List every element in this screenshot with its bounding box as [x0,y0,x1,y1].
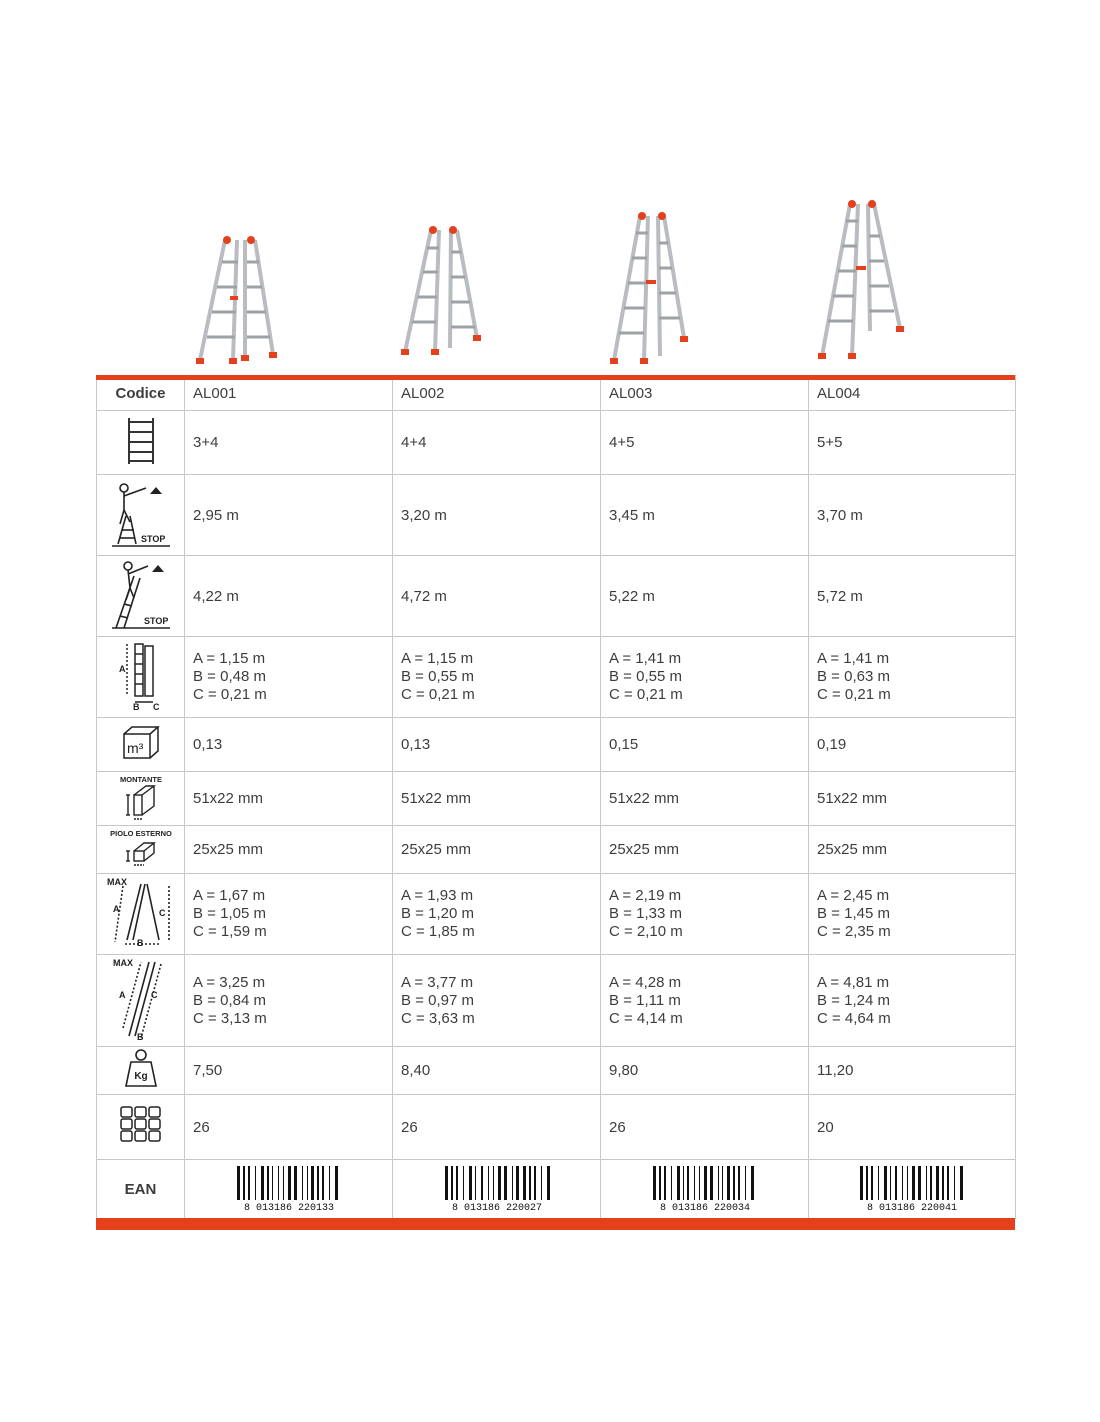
dim-line: A = 2,45 m [817,887,890,904]
dim-line: A = 1,15 m [401,650,474,667]
barcode-bar [878,1166,879,1200]
pallet-cell: 26 [601,1095,809,1160]
dim-line: B = 0,97 m [401,991,474,1009]
svg-text:MAX: MAX [106,877,127,887]
dim-line: A = 4,81 m [817,973,890,991]
ladder-image-al001 [185,232,285,372]
barcode-bar [283,1166,284,1200]
barcode-bar [751,1166,754,1200]
dim-line: B = 1,33 m [609,905,682,922]
barcode-bar [733,1166,735,1200]
barcode-bar [451,1166,453,1200]
dim-line: A = 3,77 m [401,973,474,991]
dim-line: C = 2,10 m [609,923,683,940]
table-row-pallet [97,1095,1016,1160]
barcode-bar [884,1166,887,1200]
dim-line: B = 0,55 m [609,668,682,685]
barcode-bar [745,1166,746,1200]
spec-table [96,375,1016,1219]
barcode-bar [860,1166,863,1200]
svg-text:A: A [118,989,125,1000]
dim-line: C = 1,59 m [193,923,267,940]
extension-max-dimensions-icon [111,956,171,1042]
barcode-bar [311,1166,314,1200]
barcode-bar [288,1166,291,1200]
barcode-bar [926,1166,927,1200]
dim-line: C = 1,85 m [401,923,475,940]
dim-line: A = 1,41 m [817,650,890,667]
barcode-bar [322,1166,324,1200]
rung-cell: 25x25 mm [809,826,1016,874]
dim-line: B = 1,24 m [817,991,890,1009]
work-height-cell: 2,95 m [185,475,393,556]
table-row-work-height-extension [97,556,1016,637]
work-height-cell: 3,20 m [393,475,601,556]
table-row-weight [97,1047,1016,1095]
barcode-bar [954,1166,955,1200]
dim-line: A = 1,41 m [609,650,682,667]
barcode-bar [718,1166,719,1200]
barcode-bar [664,1166,666,1200]
barcode-image [852,1164,972,1214]
barcode-bar [947,1166,949,1200]
barcode-bar [529,1166,531,1200]
barcode-bar [659,1166,661,1200]
dim-line: A = 4,28 m [609,973,682,991]
barcode-bar [272,1166,273,1200]
svg-text:C: C [150,989,157,1000]
barcode-bar [335,1166,338,1200]
table-row-code [97,376,1016,411]
dim-line: C = 2,35 m [817,923,891,940]
barcode-bar [687,1166,689,1200]
barcode-bar [294,1166,297,1200]
barcode-bar [302,1166,303,1200]
rail-section-icon [106,773,176,821]
barcode-bar [261,1166,264,1200]
barcode-bar [936,1166,939,1200]
barcode-bar [243,1166,245,1200]
ladder-image-al004 [808,196,908,366]
dim-line: A = 3,25 m [193,973,266,991]
code-cell: AL002 [393,376,601,411]
barcode-bar [541,1166,542,1200]
dim-line: B = 0,84 m [193,991,266,1009]
rung-cell: 25x25 mm [393,826,601,874]
ean-header: EAN [97,1160,185,1219]
barcode-bar [890,1166,891,1200]
rung-cell: 25x25 mm [185,826,393,874]
barcode-image [645,1164,765,1214]
svg-text:Kg: Kg [133,1070,148,1082]
barcode-bar [469,1166,472,1200]
pallet-cell: 26 [185,1095,393,1160]
svg-text:C: C [152,702,159,710]
steps-cell: 5+5 [809,411,1016,475]
ladder-image-al003 [602,208,697,368]
dim-line: A = 1,15 m [193,650,266,667]
barcode-bar [278,1166,279,1200]
pallet-quantity-icon [119,1105,163,1145]
barcode-bar [902,1166,903,1200]
svg-text:8 013186 220027: 8 013186 220027 [451,1203,542,1214]
ladder-rungs-icon [124,416,158,466]
code-cell: AL004 [809,376,1016,411]
svg-text:B: B [132,702,139,710]
table-row-rail [97,772,1016,826]
svg-text:8 013186 220133: 8 013186 220133 [243,1203,334,1214]
dim-line: C = 0,21 m [817,686,891,703]
barcode-bar [710,1166,713,1200]
work-height-cell: 5,22 m [601,556,809,637]
product-images [0,0,1100,372]
rung-cell: 25x25 mm [601,826,809,874]
dim-line: C = 3,63 m [401,1009,475,1027]
steps-cell: 4+5 [601,411,809,475]
barcode-bar [653,1166,656,1200]
work-height-cell: 4,72 m [393,556,601,637]
barcode-bar [516,1166,519,1200]
barcode-bar [722,1166,723,1200]
barcode-bar [907,1166,908,1200]
barcode-bar [512,1166,513,1200]
barcode-bar [329,1166,330,1200]
weight-cell: 8,40 [393,1047,601,1095]
barcode-bar [445,1166,448,1200]
svg-text:8 013186 220034: 8 013186 220034 [659,1203,750,1214]
dim-line: C = 4,14 m [609,1009,683,1027]
barcode-bar [317,1166,319,1200]
barcode-bar [481,1166,483,1200]
weight-cell: 7,50 [185,1047,393,1095]
barcode-bar [463,1166,464,1200]
weight-kg-icon [123,1048,159,1090]
top-accent-bar [96,375,1015,380]
barcode-bar [912,1166,915,1200]
barcode-bar [493,1166,494,1200]
barcode-bar [895,1166,897,1200]
barcode-bar [942,1166,944,1200]
table-row-rung [97,826,1016,874]
barcode-bar [930,1166,932,1200]
barcode-bar [307,1166,308,1200]
barcode-bar [727,1166,730,1200]
dim-line: A = 1,93 m [401,887,474,904]
svg-text:8 013186 220041: 8 013186 220041 [866,1203,958,1214]
steps-cell: 3+4 [185,411,393,475]
barcode-bar [488,1166,489,1200]
svg-text:A: A [118,664,125,674]
table-row-volume [97,718,1016,772]
barcode-bar [694,1166,695,1200]
work-height-stepladder-icon [110,478,172,548]
dim-line: C = 0,21 m [193,686,267,703]
svg-text:C: C [158,908,165,918]
dim-line: B = 0,55 m [401,668,474,685]
barcode-bar [960,1166,963,1200]
rail-cell: 51x22 mm [601,772,809,826]
work-height-cell: 3,70 m [809,475,1016,556]
barcode-bar [699,1166,700,1200]
barcode-bar [671,1166,672,1200]
svg-text:MAX: MAX [112,957,133,968]
barcode-bar [534,1166,536,1200]
steps-cell: 4+4 [393,411,601,475]
dim-line: A = 2,19 m [609,887,682,904]
volume-cell: 0,13 [393,718,601,772]
dim-line: C = 4,64 m [817,1009,891,1027]
barcode-bar [547,1166,550,1200]
barcode-bar [504,1166,507,1200]
barcode-bar [871,1166,873,1200]
barcode-image [229,1164,349,1214]
barcode-bar [248,1166,250,1200]
dim-line: B = 1,45 m [817,905,890,922]
barcode-image [437,1164,557,1214]
closed-dimensions-icon [113,640,169,710]
pallet-cell: 20 [809,1095,1016,1160]
work-height-extension-icon [110,558,172,630]
dim-line: C = 0,21 m [609,686,683,703]
dim-line: C = 3,13 m [193,1009,267,1027]
barcode-bar [523,1166,526,1200]
svg-text:MONTANTE: MONTANTE [119,774,162,784]
table-row-ean [97,1160,1016,1219]
barcode-bar [267,1166,269,1200]
barcode-bar [918,1166,921,1200]
svg-text:STOP: STOP [143,616,168,626]
dim-line: B = 1,05 m [193,905,266,922]
bottom-accent-bar [96,1218,1015,1230]
svg-text:B: B [136,938,143,948]
work-height-cell: 5,72 m [809,556,1016,637]
code-cell: AL003 [601,376,809,411]
ladder-image-al002 [395,222,490,362]
volume-m3-icon [120,724,162,762]
work-height-cell: 4,22 m [185,556,393,637]
barcode-bar [255,1166,256,1200]
rung-section-icon [104,827,178,869]
svg-text:m³: m³ [126,739,143,756]
table-row-work-height-stepladder [97,475,1016,556]
dim-line: A = 1,67 m [193,887,266,904]
rail-cell: 51x22 mm [809,772,1016,826]
dim-line: B = 0,63 m [817,668,890,685]
barcode-bar [866,1166,868,1200]
table-row-max-extension [97,955,1016,1047]
svg-text:B: B [136,1031,143,1042]
barcode-bar [237,1166,240,1200]
rail-cell: 51x22 mm [393,772,601,826]
volume-cell: 0,15 [601,718,809,772]
barcode-bar [677,1166,680,1200]
work-height-cell: 3,45 m [601,475,809,556]
weight-cell: 11,20 [809,1047,1016,1095]
stepladder-max-dimensions-icon [103,876,179,948]
pallet-cell: 26 [393,1095,601,1160]
svg-text:A: A [112,904,119,914]
volume-cell: 0,19 [809,718,1016,772]
dim-line: C = 0,21 m [401,686,475,703]
svg-text:PIOLO ESTERNO: PIOLO ESTERNO [109,828,172,838]
weight-cell: 9,80 [601,1047,809,1095]
dim-line: B = 1,11 m [609,991,681,1009]
barcode-bar [704,1166,707,1200]
barcode-bar [498,1166,501,1200]
table-row-steps [97,411,1016,475]
barcode-bar [738,1166,740,1200]
code-cell: AL001 [185,376,393,411]
dim-line: B = 0,48 m [193,668,266,685]
barcode-bar [456,1166,458,1200]
table-row-max-stepladder [97,874,1016,955]
dim-line: B = 1,20 m [401,905,474,922]
code-header: Codice [97,376,185,411]
barcode-bar [683,1166,684,1200]
table-row-closed-dimensions [97,637,1016,718]
volume-cell: 0,13 [185,718,393,772]
svg-text:STOP: STOP [140,534,165,544]
rail-cell: 51x22 mm [185,772,393,826]
barcode-bar [475,1166,476,1200]
